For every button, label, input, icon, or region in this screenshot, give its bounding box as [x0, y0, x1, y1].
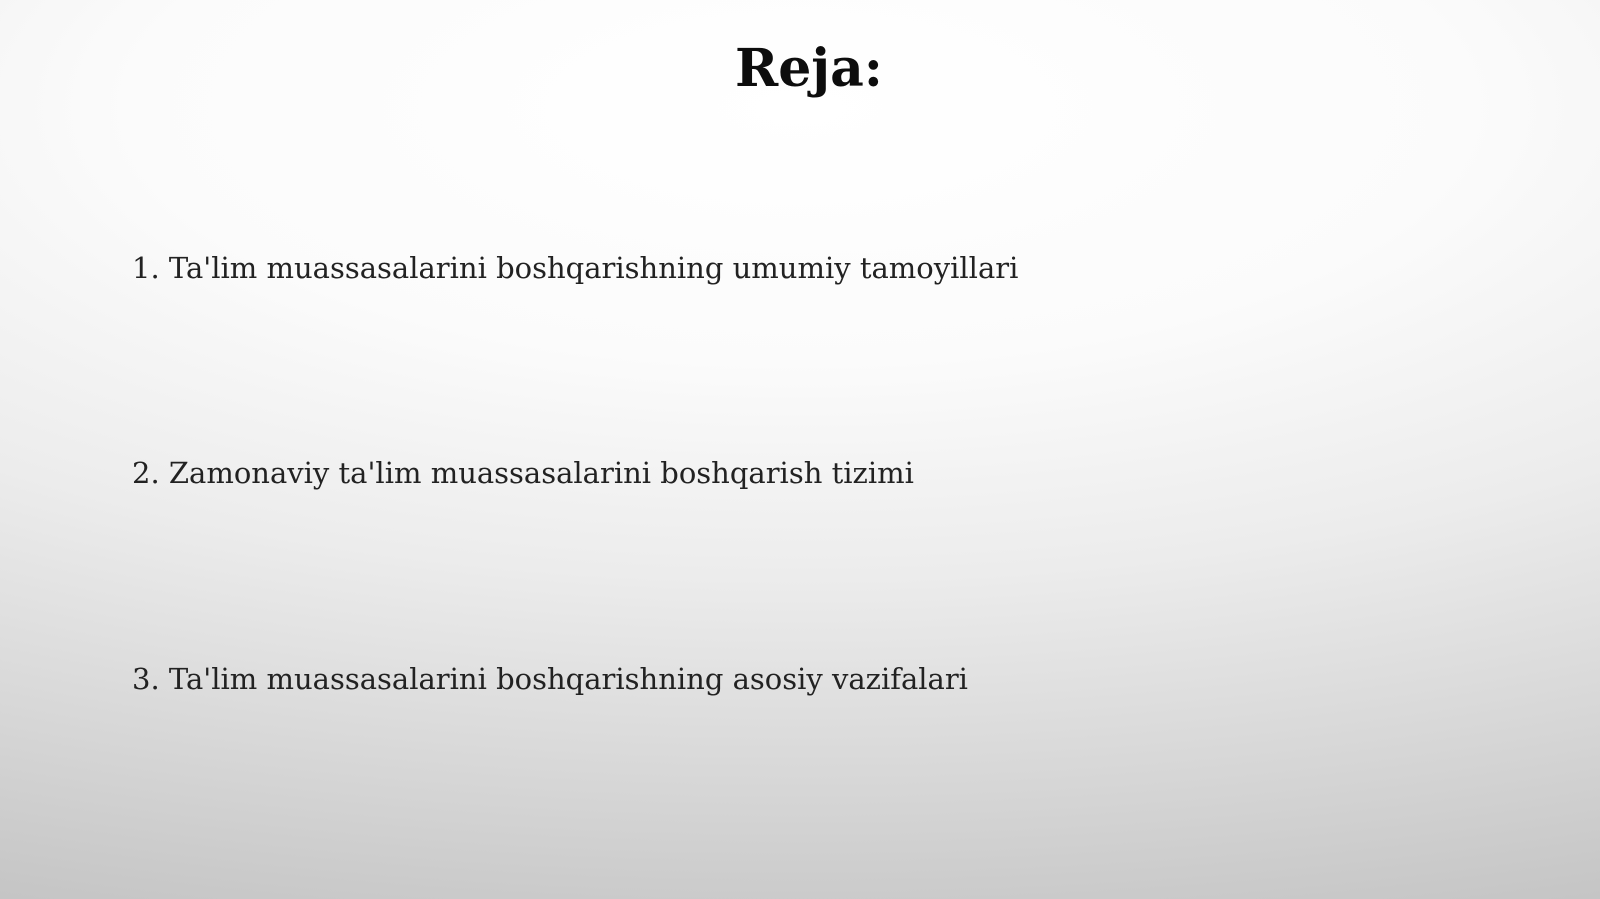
plan-item-1: 1. Ta'lim muassasalarini boshqarishning umumiy tamoyillari	[132, 251, 1019, 285]
plan-item-3: 3. Ta'lim muassasalarini boshqarishning asosiy vazifalari	[132, 662, 968, 696]
plan-item-2: 2. Zamonaviy ta'lim muassasalarini boshqarish tizimi	[132, 456, 914, 490]
slide-title: Reja:	[734, 38, 883, 99]
